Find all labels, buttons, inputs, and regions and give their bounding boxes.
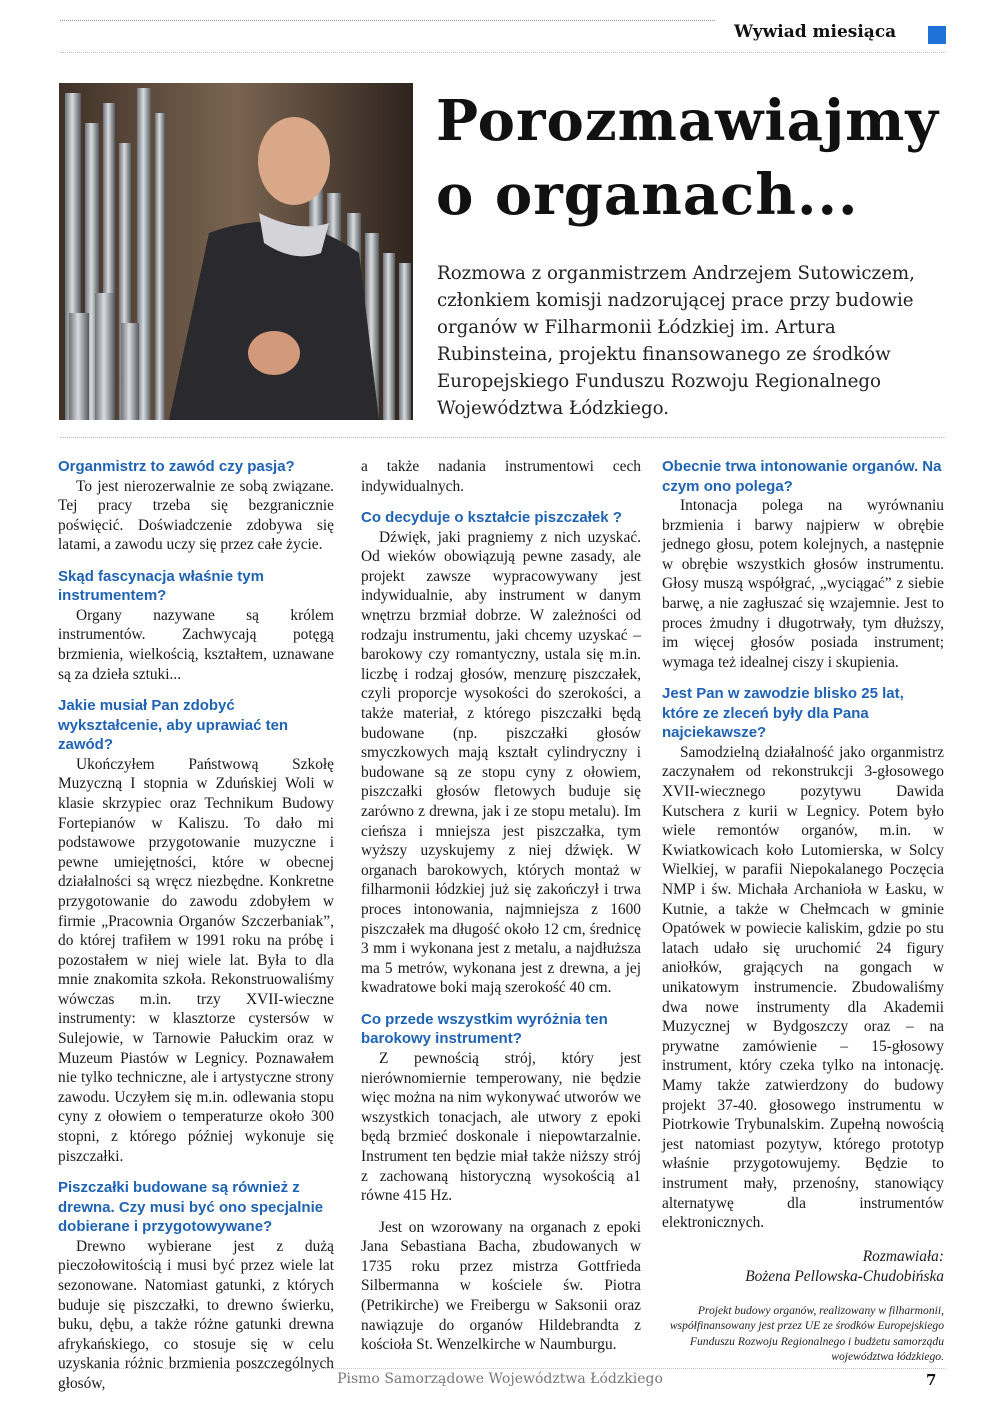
question-heading: Skąd fascynacja właśnie tym instrumentem? — [58, 567, 264, 605]
footer-rule — [60, 1368, 946, 1369]
signature-label: Rozmawiała: — [862, 1247, 944, 1265]
signature-name: Bożena Pellowska-Chudobińska — [745, 1267, 944, 1285]
question-heading: Jakie musiał Pan zdobyć wykształcenie, aby uprawiać ten zawód? — [58, 697, 289, 754]
answer-text: To jest nierozerwalnie ze sobą związane. Tej pracy trzeba się bezgranicznie poświęcić. Doświadczenie zdobywa się latami, a zawodu uczy się przez całe życie. — [58, 477, 334, 554]
interviewer-signature — [662, 1247, 944, 1287]
answer-text: Z pewnością strój, który jest nierównomiernie temperowany, nie będzie więc można na nim wykonywać utworów we wszystkich tonacjach, ale utwory z epoki będą brzmieć doskonale i niepowtarzalnie. Instrument ten będzie miał także niższy strój z zachowaną historyczną wysokością a1 równe 415 Hz. — [361, 1049, 641, 1205]
organ-builder-photo — [59, 83, 413, 420]
article-title: Porozmawiajmy o organach... — [436, 88, 939, 228]
header-rule — [60, 20, 715, 21]
answer-text: Samodzielną działalność jako organmistrz zaczynałem od rekonstrukcji 3-głosowego XVII-wiecznego pozytywu Dawida Kutschera z kurii w Legnicy. Potem było wiele remontów organów, m.in. w Kwiatkowicach koło Lutomierska, w Solcy Wielkiej, w parafii Niepokalanego Poczęcia NMP i św. Michała Archanioła w Łasku, w Kutnie, a także w Chełmcach w gminie Opatówek w powiecie kaliskim, gdzie po stu latach udało się uruchomić 24 figury aniołków, grających na gongach w unikatowym instrumencie. Zbudowaliśmy dwa nowe instrumenty dla Akademii Muzycznej w Bydgoszczy oraz – na prywatne zamówienie – 15-głosowy instrument, który czeka tylko na intonację. Mamy także zatwierdzony do budowy projekt 37-40. głosowego instrumentu w Piotrkowie Trybunalskim. Zupełną nowością jest natomiast pozytyw, którego prototyp właśnie przygotowujemy. Będzie to instrument mały, przenośny, stanowiący alternatywę dla instrumentów elektronicznych. — [662, 743, 944, 1232]
question-heading: Organmistrz to zawód czy pasja? — [58, 458, 295, 475]
question-heading: Co decyduje o kształcie piszczałek ? — [361, 509, 622, 527]
answer-continuation: a także nadania instrumentowi cech indywidualnych. — [361, 458, 641, 495]
column-3 — [662, 457, 944, 1365]
publication-name: Pismo Samorządowe Województwa Łódzkiego — [337, 1371, 663, 1387]
answer-text: Dźwięk, jaki pragniemy z nich uzyskać. Od wieków obowiązują pewne zasady, ale projekt zawsze wypracowywany jest indywidualnie, aby instrument w danym wnętrzu brzmiał dobrze. W zależności od rodzaju instrumentu, jaki chcemy uzyskać – barokowy czy romantyczny, ustala się m.in. liczbę i rodzaj głosów, menzurę piszczałek, czyli proporcje wysokości do szerokości, a także materiał, z którego piszczałki będą budowane (np. piszczałki głosów smyczkowych mają kształt cylindryczny i budowane są ze stopu cyny z ołowiem, piszczałki głosów fletowych buduje się zarówno z drewna, jak i ze stopu metalu). Im cieńsza i mniejsza jest piszczałka, tym wyższy uzyskujemy z niej dźwięk. W organach barokowych, których montaż w filharmonii łódzkiej już się zakończył i trwa proces intonowania, najmniejsza z 1600 piszczałek ma długość około 12 cm, średnicę 3 mm i wykonana jest z metalu, a najdłuższa ma 5 metrów, wykonana jest z drewna, a jej kwadratowe boki mają szerokość 40 cm. — [361, 528, 641, 997]
header-rule-lower — [60, 52, 946, 53]
intro-rule — [60, 437, 946, 438]
article-intro: Rozmowa z organmistrzem Andrzejem Sutowiczem, członkiem komisji nadzorującej prace przy budowie organów w Filharmonii Łódzkiej im. Artura Rubinsteina, projektu finansowanego ze środków Europejskiego Funduszu Rozwoju Regionalnego Województwa Łódzkiego. — [437, 263, 915, 419]
section-label: Wywiad miesiąca — [734, 22, 897, 42]
question-heading: Piszczałki budowane są również z drewna. Czy musi być ono specjalnie dobierane i przygotowywane? — [58, 1179, 324, 1236]
column-2 — [361, 457, 641, 1367]
answer-text: Ukończyłem Państwową Szkołę Muzyczną I stopnia w Zduńskiej Woli w klasie skrzypiec oraz Technikum Budowy Fortepianów w Kaliszu. To dało mi podstawowe przygotowanie muzyczne i pewne umiejętności, które w obecnej działalności są wręcz niezbędne. Konkretne przygotowanie do zawodu zdobyłem w firmie „Pracownia Organów Szczerbaniak”, do której trafiłem w 1991 roku na próbę i pozostałem w niej wiele lat. Była to dla mnie znakomita szkoła. Rekonstruowaliśmy wówczas m.in. trzy XVII-wieczne instrumenty: w klasztorze cystersów w Sulejowie, w Tarnowie Pałuckim oraz w Muzeum Piastów w Legnicy. Poznawałem nie tylko techniczne, ale i artystyczne strony zawodu. Uczyłem się m.in. odlewania stopu cyny z ołowiem o temperaturze około 300 stopni, z którego później wykonuje się piszczałki. — [58, 755, 334, 1165]
answer-text: Organy nazywane są królem instrumentów. Zachwycają potęgą brzmienia, wielkością, kształtem, uznawane są za dzieła sztuki... — [58, 606, 334, 683]
question-heading: Jest Pan w zawodzie blisko 25 lat, które ze zleceń były dla Pana najciekawsze? — [662, 685, 904, 742]
answer-text: Intonacja polega na wyrównaniu brzmienia i barwy najpierw w obrębie jednego głosu, potem kolejnych, a następnie w obrębie wszystkich głosów instrumentu. Głosy muszą współgrać, „wyciągać” z siebie barwę, a nie zagłuszać się wzajemnie. Jest to proces żmudny i długotrwały, tym dłuższy, im więcej głosów posiada instrument; wymaga też idealnej ciszy i skupienia. — [662, 497, 944, 671]
answer-text: Drewno wybierane jest z dużą pieczołowitością i musi być przez wiele lat sezonowane. Natomiast gatunki, z których buduje się piszczałki, to drewno świerku, buku, dębu, a także różne gatunki drewna afrykańskiego, co stosuje się w celu uzyskania różnic brzmienia poszczególnych głosów, — [58, 1237, 334, 1392]
section-marker — [928, 26, 946, 44]
funding-note: Projekt budowy organów, realizowany w filharmonii, współfinansowany jest przez UE ze środków Europejskiego Funduszu Rozwoju Regionalnego i budżetu samorządu województwa łódzkiego. — [669, 1303, 944, 1364]
page-number: 7 — [926, 1371, 937, 1389]
column-1 — [58, 457, 334, 1405]
question-heading: Obecnie trwa intonowanie organów. Na czym ono polega? — [662, 458, 942, 495]
answer-text: Jest on wzorowany na organach z epoki Jana Sebastiana Bacha, zbudowanych w 1735 roku przez mistrza Gottfrieda Silbermanna w kościele św. Piotra (Petrikirche) we Freibergu w Saksonii oraz nawiązuje do organów Hildebrandta z kościoła St. Wenzelkirche w Naumburgu. — [361, 1218, 641, 1354]
question-heading: Co przede wszystkim wyróżnia ten barokowy instrument? — [361, 1010, 608, 1048]
